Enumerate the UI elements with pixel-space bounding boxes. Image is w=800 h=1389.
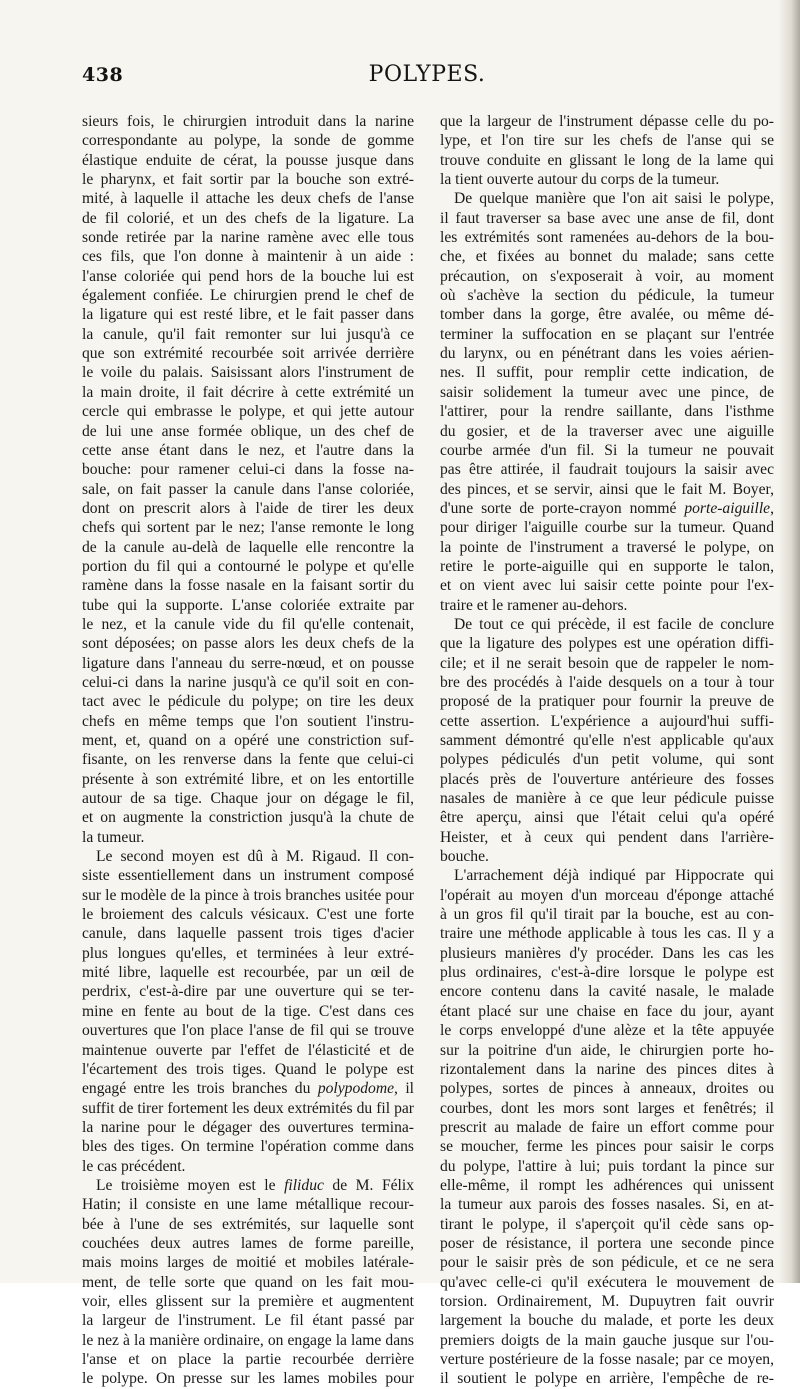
left-column-line: la ligature qui est resté libre, et le fait passer dans [82, 306, 414, 324]
left-column-line: de lui une anse formée oblique, un des chef de [82, 422, 414, 440]
left-column-line: Hatin; il consiste en une lame métallique recour- [82, 1196, 414, 1214]
left-column-line: chefs en même temps que l'on soutient l'instru- [82, 712, 414, 730]
right-column-line: sur la poitrine d'un aide, le chirurgien porte ho- [440, 1041, 774, 1059]
right-column-line: largement la bouche du malade, et porte les deux [440, 1312, 774, 1330]
left-column-line: siste essentiellement dans un instrument composé [82, 867, 414, 885]
left-column-line: bouche: pour ramener celui-ci dans la fosse na- [82, 461, 414, 479]
left-column-line: l'anse et on place la partie recourbée derrière [82, 1351, 414, 1368]
left-column-line: suffit de tirer fortement les deux extrémités du fil par [82, 1099, 414, 1117]
right-column-line: retire le porte-aiguille qui en supporte le talon, [440, 557, 774, 575]
right-column-line: il soutient le polype en arrière, l'empêche de re- [440, 1370, 774, 1388]
right-column-line: encore contenu dans la cavité nasale, le malade [440, 983, 774, 1001]
left-column-line: la tumeur. [82, 828, 145, 846]
right-column-line: que la ligature des polypes est une opération diffi- [440, 635, 774, 653]
right-column-line: Heister, et à ceux qui pendent dans l'arrière- [440, 828, 774, 846]
left-column-line: dont on prescrit alors à l'aide de tirer les deux [82, 499, 414, 517]
left-column-line: bée à l'une de ses extrémités, sur laquelle sont [82, 1215, 414, 1233]
italic-term: porte-aiguille [684, 499, 771, 517]
right-column-line: L'arrachement déjà indiqué par Hippocrate qui [454, 867, 774, 885]
right-column-line: polypes pédiculés d'un petit volume, qui sont [440, 751, 774, 769]
right-column-line: elle-même, il rompt les adhérences qui unissent [440, 1176, 774, 1194]
left-column-line: élastique enduite de cérat, la pousse jusque dans [82, 151, 414, 169]
left-column-line: la canule, qu'il fait remonter sur lui jusqu'à ce [82, 325, 414, 343]
italic-term: polypodome [317, 1080, 395, 1098]
left-column-line: mité libre, laquelle est recourbée, par un œil de [82, 964, 414, 982]
left-column-line: la narine pour le dégager des ouvertures termina- [82, 1118, 414, 1136]
left-column-line: tact avec le pédicule du polype; on tire les deux [82, 693, 414, 711]
left-column-line: tube qui la supporte. L'anse coloriée extraite par [82, 596, 414, 614]
right-column-line: précaution, on s'exposerait à voir, au moment [440, 267, 774, 285]
right-column-line: plus ordinaires, c'est-à-dire lorsque le polype est [440, 964, 774, 982]
left-column-line: plus longues qu'elles, et terminées à leur extré- [82, 944, 414, 962]
right-column-line: prescrit au malade de faire un effort comme pour [440, 1118, 774, 1136]
right-column-line: du gosier, et de la traverser avec une aiguille [440, 422, 774, 440]
left-column-line: sur le modèle de la pince à trois branches usitée pour [82, 886, 414, 904]
right-column [440, 112, 774, 1389]
left-column-line: le nez, et la canule vide du fil qu'elle contenait, [82, 615, 414, 633]
left-column-line: ment, et, quand on a opéré une constriction suf- [82, 732, 414, 749]
right-column-line: et on vient avec lui saisir cette pointe pour l'ex- [440, 577, 774, 595]
left-column-line: l'anse coloriée qui pend hors de la bouche lui est [82, 267, 414, 285]
right-column-line: proposé de la pratiquer pour fournir la preuve de [440, 693, 774, 711]
page-header [82, 60, 772, 94]
left-column-line: sieurs fois, le chirurgien introduit dans la narine [82, 113, 414, 130]
right-column-line: trouve conduite en glissant le long de la lame qui [440, 151, 774, 169]
right-column-line: traire et le ramener au-dehors. [440, 596, 628, 614]
right-column-line: bouche. [440, 848, 489, 866]
right-column-line: la tient ouverte autour du corps de la tumeur. [440, 171, 720, 189]
left-column-line: le nez à la manière ordinaire, on engage la lame dans [82, 1331, 414, 1349]
right-column-line: les extrémités sont ramenées au-dehors de la bou- [440, 229, 774, 247]
right-column-line: nasales de manière à ce que leur pédicule puisse [440, 790, 774, 808]
left-column-line: Le second moyen est dû à M. Rigaud. Il con- [96, 848, 414, 866]
left-column-line: de fil colorié, et un des chefs de la ligature. La [82, 209, 414, 227]
left-column-line: cercle qui embrasse le polype, et qui jette autour [82, 403, 414, 421]
left-column [82, 112, 414, 1389]
right-column-line: où s'achève la section du pédicule, la tumeur [440, 287, 774, 305]
page-number: 438 [82, 64, 124, 86]
left-column-line: couchées deux autres lames de forme pareille, [82, 1234, 414, 1252]
right-column-line: le corps enveloppé d'une alèze et la tête appuyée [440, 1022, 774, 1040]
left-column-line: ment, de telle sorte que quand on les fait mou- [82, 1273, 414, 1291]
left-column-line: voir, elles glissent sur la première et augmentent [82, 1292, 414, 1310]
right-column-line: nes. Il suffit, pour remplir cette indication, de [440, 364, 774, 382]
right-column-line: cette assertion. L'expérience a aujourd'hui suffi- [440, 712, 774, 730]
running-title: POLYPES. [368, 62, 486, 87]
left-column-line: cette anse étant dans le nez, et l'autre dans la [82, 441, 414, 459]
left-column-line: mine en fente au bout de la tige. C'est dans ces [82, 1002, 414, 1020]
left-column-line: ligature dans l'anneau du serre-nœud, et on pousse [82, 654, 414, 672]
right-column-line: des pinces, et se servir, ainsi que le fait M. Boyer, [440, 480, 774, 498]
right-column-line: torsion. Ordinairement, M. Dupuytren fait ouvrir [440, 1292, 774, 1310]
left-column-line: le broiement des calculs vésicaux. C'est une forte [82, 906, 414, 924]
right-column-line: être aperçu, ainsi que l'était celui qu'a opéré [440, 809, 774, 827]
right-column-line: plusieurs manières d'y procéder. Dans les cas les [440, 944, 774, 962]
right-column-line: que la largeur de l'instrument dépasse celle du po- [440, 113, 774, 130]
right-column-line: l'attirer, pour la rendre saillante, dans l'isthme [440, 403, 774, 421]
right-column-line: poser de résistance, il portera une seconde pince [440, 1234, 774, 1252]
left-column-line: sale, on fait passer la canule dans l'anse coloriée, [82, 480, 414, 498]
italic-term: filiduc [284, 1176, 324, 1194]
right-column-line: premiers doigts de la main gauche jusque sur l'ou- [440, 1331, 774, 1349]
left-column-line: le voile du palais. Saisissant alors l'instrument de [82, 364, 414, 382]
left-column-line: celui-ci dans la narine jusqu'à ce qu'il soit en con- [82, 673, 414, 691]
right-column-line: traire une méthode applicable à tous les cas. Il y a [440, 925, 774, 943]
binding-shadow [778, 0, 800, 1283]
right-column-line: tomber dans la gorge, être avalée, ou même dé- [440, 306, 774, 324]
left-column-line: portion du fil qui a contourné le polype et qu'elle [82, 557, 414, 575]
left-column-line: et on augmente la constriction jusqu'à la chute de [82, 809, 414, 827]
right-column-line: d'une sorte de porte-crayon nommé porte-aiguille, [440, 499, 774, 517]
right-column-line: terminer la suffocation en se plaçant sur l'entrée [440, 325, 774, 343]
right-column-line: pas être attirée, il faudrait toujours la saisir avec [440, 461, 774, 479]
right-column-line: il faut traverser sa base avec une anse de fil, dont [440, 209, 774, 227]
right-column-line: lype, et l'on tire sur les chefs de l'anse qui se [440, 132, 774, 150]
left-column-line: le cas précédent. [82, 1157, 186, 1175]
right-column-line: la pointe de l'instrument a traversé le polype, on [440, 538, 774, 556]
left-column-line: sonde retirée par la narine ramène avec elle tous [82, 229, 414, 247]
right-column-line: courbe armée d'un fil. Si la tumeur ne pouvait [440, 441, 774, 459]
right-column-line: samment démontré qu'elle n'est applicable qu'aux [440, 732, 774, 749]
left-column-line: bles des tiges. On termine l'opération comme dans [82, 1138, 414, 1156]
left-column-line: présente à son extrémité libre, et on les entortille [82, 770, 414, 788]
right-column-line: tirant le polype, il s'aperçoit qu'il cède sans op- [440, 1215, 774, 1233]
right-column-line: De quelque manière que l'on ait saisi le polype, [454, 190, 774, 208]
right-column-line: la tumeur aux parois des fosses nasales. Si, en at- [440, 1196, 774, 1214]
left-column-line: ramène dans la fosse nasale en la faisant sortir du [82, 577, 414, 595]
left-column-line: chefs qui sortent par le nez; l'anse remonte le long [82, 519, 414, 537]
left-column-line: autour de sa tige. Chaque jour on dégage le fil, [82, 790, 414, 808]
right-column-line: rizontalement dans la narine des pinces dites à [440, 1060, 774, 1078]
left-column-line: la largeur de l'instrument. Le fil étant passé par [82, 1312, 414, 1330]
left-column-line: Le troisième moyen est le filiduc de M. Félix [96, 1176, 415, 1194]
right-column-line: placés près de l'ouverture antérieure des fosses [440, 770, 774, 788]
right-column-line: bre des procédés à l'aide desquels on a tour à tour [440, 673, 774, 691]
left-column-line: maintenue ouverte par l'effet de l'élasticité et de [82, 1041, 414, 1059]
right-column-line: saisir solidement la tumeur avec une pince, de [440, 383, 774, 401]
left-column-line: ouvertures que l'on place l'anse de fil qui se trouve [82, 1022, 414, 1040]
right-column-line: étant placé sur une chaise en face du jour, ayant [440, 1002, 774, 1020]
left-column-line: de la canule au-delà de laquelle elle rencontre la [82, 538, 414, 556]
right-column-line: courbes, dont les mors sont larges et fenêtrés; il [440, 1099, 774, 1117]
left-column-line: mité, à laquelle il attache les deux chefs de l'anse [82, 190, 414, 208]
left-column-line: engagé entre les trois branches du polypodome, il [82, 1080, 414, 1098]
right-column-line: qu'avec celle-ci qu'il exécutera le mouvement de [440, 1273, 774, 1291]
right-column-line: à un gros fil qu'il tirait par la bouche, est au con- [440, 906, 774, 924]
left-column-line: que son extrémité recourbée soit arrivée derrière [82, 345, 414, 363]
left-column-line: mais moins larges de moitié et mobiles latérale- [82, 1254, 414, 1272]
right-column-line: se moucher, ferme les pinces pour saisir le corps [440, 1138, 774, 1156]
right-column-line: l'opérait au moyen d'un morceau d'éponge attaché [440, 886, 774, 904]
right-column-line: De tout ce qui précède, il est facile de conclure [454, 615, 774, 633]
left-column-line: correspondante au polype, la sonde de gomme [82, 132, 414, 150]
left-column-line: le pharynx, et fait sortir par la bouche son extré- [82, 171, 414, 189]
right-column-line: du polype, l'attire à lui; puis tordant la pince sur [440, 1157, 774, 1175]
right-column-line: pour diriger l'aiguille courbe sur la tumeur. Quand [440, 519, 774, 537]
left-column-line: perdrix, c'est-à-dire par une ouverture qui se ter- [82, 983, 414, 1001]
left-column-line: également confiée. Le chirurgien prend le chef de [82, 287, 414, 305]
left-column-line: fisante, on les renverse dans la fente que celui-ci [82, 751, 414, 769]
left-column-line: canule, dans laquelle passent trois tiges d'acier [82, 925, 414, 943]
left-column-line: le polype. On presse sur les lames mobiles pour [82, 1370, 414, 1388]
right-column-line: du larynx, ou en pénétrant dans les voies aérien- [440, 345, 774, 363]
left-column-line: sont déposées; on passe alors les deux chefs de la [82, 635, 414, 653]
right-column-line: che, et fixées au bonnet du malade; sans cette [440, 248, 774, 266]
left-column-line: la main droite, il fait décrire à cette extrémité un [82, 383, 414, 401]
left-column-line: ces fils, que l'on donne à maintenir à un aide : [82, 248, 414, 266]
right-column-line: cile; et il ne serait besoin que de rappeler le nom- [440, 654, 774, 672]
right-column-line: verture postérieure de la fosse nasale; par ce moyen, [440, 1351, 774, 1368]
right-column-line: pour le saisir près de son pédicule, et ce ne sera [440, 1254, 774, 1272]
left-column-line: l'écartement des trois tiges. Quand le polype est [82, 1060, 414, 1078]
right-column-line: polypes, sortes de pinces à anneaux, droites ou [440, 1080, 774, 1098]
